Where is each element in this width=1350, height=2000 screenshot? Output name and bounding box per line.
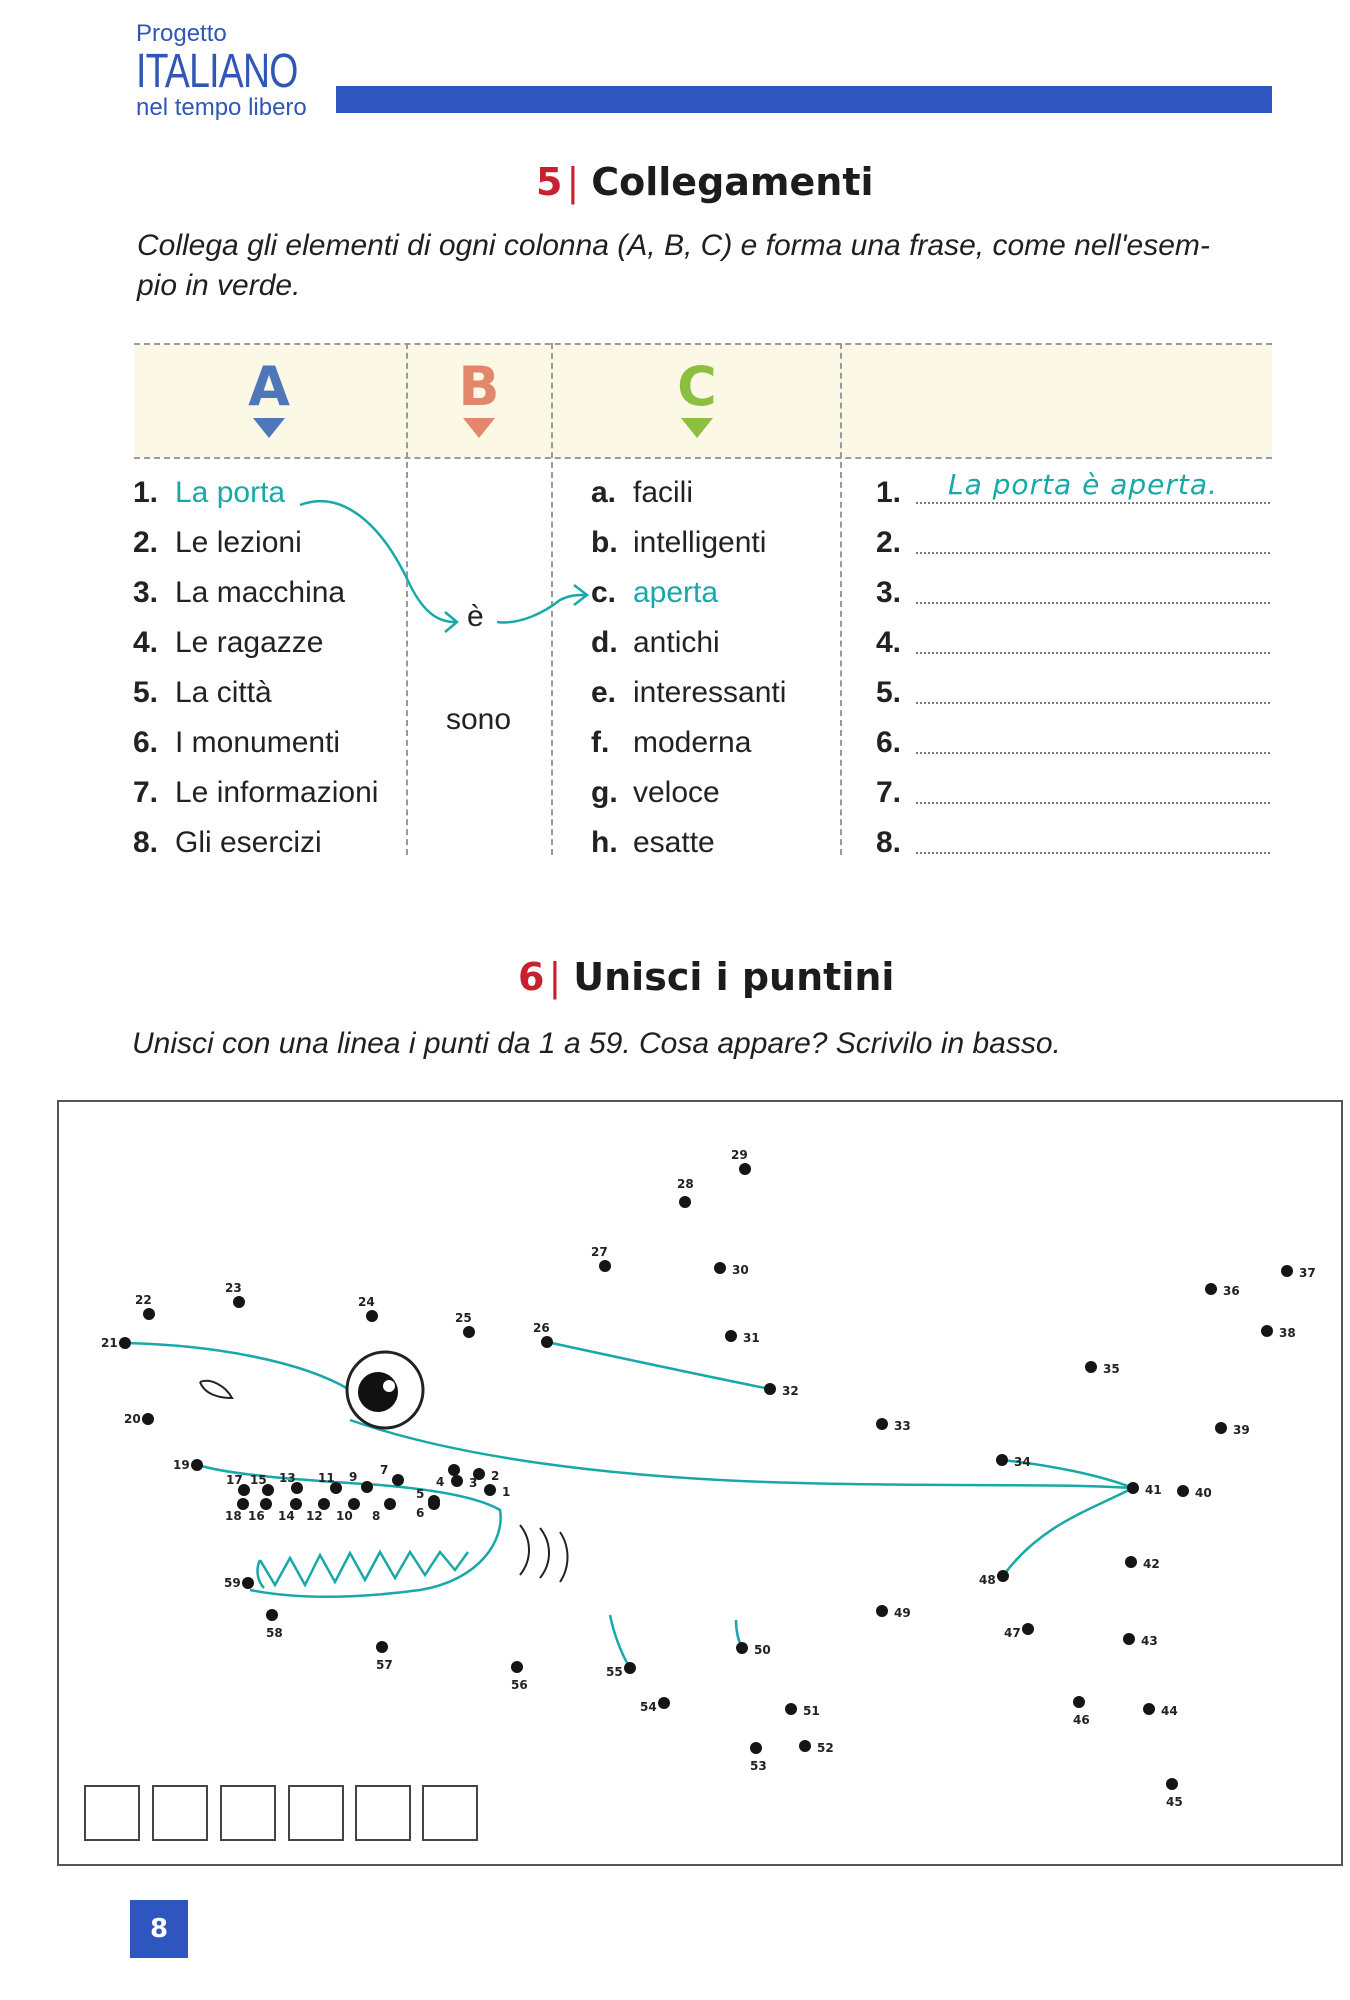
dot-label: 38 [1279, 1326, 1296, 1340]
column-letter-b: B [458, 355, 500, 418]
dot-label: 17 [226, 1473, 243, 1487]
item-number: 1. [133, 476, 159, 509]
dot-label: 5 [416, 1487, 425, 1501]
dot-25[interactable] [463, 1326, 475, 1338]
dot-42[interactable] [1125, 1556, 1137, 1568]
dot-56[interactable] [511, 1661, 523, 1673]
answer-number: 7. [876, 776, 902, 809]
dot-label: 45 [1166, 1795, 1183, 1809]
column-letter-a: A [248, 355, 290, 418]
dot-label: 58 [266, 1626, 283, 1640]
dot-label: 25 [455, 1311, 472, 1325]
item-number: 6. [133, 726, 159, 759]
dot-label: 35 [1103, 1362, 1120, 1376]
dot-label: 22 [135, 1293, 152, 1307]
dot-label: 56 [511, 1678, 528, 1692]
dot-24[interactable] [366, 1310, 378, 1322]
dot-label: 20 [124, 1412, 141, 1426]
dot-label: 16 [248, 1509, 265, 1523]
dot-48[interactable] [997, 1570, 1009, 1582]
dot-28[interactable] [679, 1196, 691, 1208]
item-number: 4. [133, 626, 159, 659]
dot-39[interactable] [1215, 1422, 1227, 1434]
dot-label: 48 [979, 1573, 996, 1587]
dot-55[interactable] [624, 1662, 636, 1674]
dot-43[interactable] [1123, 1633, 1135, 1645]
dot-9[interactable] [361, 1481, 373, 1493]
item-text: Gli esercizi [175, 826, 322, 859]
dot-label: 33 [894, 1419, 911, 1433]
brand-line-2: ITALIANO [136, 45, 298, 98]
dot-label: 4 [436, 1475, 445, 1489]
dot-label: 39 [1233, 1423, 1250, 1437]
dot-32[interactable] [764, 1383, 776, 1395]
dot-45[interactable] [1166, 1778, 1178, 1790]
dot-label: 21 [101, 1336, 118, 1350]
dot-label: 51 [803, 1704, 820, 1718]
item-letter: c. [591, 576, 617, 609]
dot-label: 29 [731, 1148, 748, 1162]
dot-19[interactable] [191, 1459, 203, 1471]
item-number: 2. [133, 526, 159, 559]
dot-label: 12 [306, 1509, 323, 1523]
dot-52[interactable] [799, 1740, 811, 1752]
dot-6[interactable] [428, 1495, 440, 1507]
dot-58[interactable] [266, 1609, 278, 1621]
item-text: I monumenti [175, 726, 341, 759]
item-number: 7. [133, 776, 159, 809]
dot-59[interactable] [242, 1577, 254, 1589]
answer-number: 6. [876, 726, 902, 759]
title-separator: | [548, 955, 562, 999]
item-text: moderna [633, 726, 752, 759]
dot-1[interactable] [484, 1484, 496, 1496]
dot-35[interactable] [1085, 1361, 1097, 1373]
dot-33[interactable] [876, 1418, 888, 1430]
dot-22[interactable] [143, 1308, 155, 1320]
dot-label: 24 [358, 1295, 375, 1309]
item-letter: f. [591, 726, 610, 759]
item-letter: e. [591, 676, 617, 709]
dot-21[interactable] [119, 1337, 131, 1349]
dot-40[interactable] [1177, 1485, 1189, 1497]
answer-number: 3. [876, 576, 902, 609]
dot-label: 46 [1073, 1713, 1090, 1727]
dot-label: 52 [817, 1741, 834, 1755]
dot-label: 26 [533, 1321, 550, 1335]
answer-number: 5. [876, 676, 902, 709]
column-b-verb: è [467, 600, 484, 633]
item-letter: a. [591, 476, 617, 509]
dot-label: 36 [1223, 1284, 1240, 1298]
dot-label: 1 [502, 1485, 511, 1499]
dot-23[interactable] [233, 1296, 245, 1308]
dot-label: 2 [491, 1469, 500, 1483]
dot-3[interactable] [451, 1475, 463, 1487]
dot-47[interactable] [1022, 1623, 1034, 1635]
dot-label: 15 [250, 1473, 267, 1487]
dot-41[interactable] [1127, 1482, 1139, 1494]
dot-label: 55 [606, 1665, 623, 1679]
brand-line-1: Progetto [136, 20, 227, 47]
item-text: intelligenti [633, 526, 767, 559]
dot-31[interactable] [725, 1330, 737, 1342]
dot-label: 3 [469, 1476, 478, 1490]
answer-number: 2. [876, 526, 902, 559]
dot-label: 30 [732, 1263, 749, 1277]
dot-label: 42 [1143, 1557, 1160, 1571]
dot-label: 14 [278, 1509, 295, 1523]
answer-number: 1. [876, 476, 902, 509]
section-6-number: 6 [518, 955, 545, 999]
dot-label: 44 [1161, 1704, 1178, 1718]
item-text: Le lezioni [175, 526, 302, 559]
dot-label: 23 [225, 1281, 242, 1295]
dot-20[interactable] [142, 1413, 154, 1425]
dot-label: 19 [173, 1458, 190, 1472]
column-letter-c: C [677, 355, 717, 418]
dot-label: 50 [754, 1643, 771, 1657]
item-text: antichi [633, 626, 720, 659]
dot-label: 31 [743, 1331, 760, 1345]
answer-letter-box[interactable] [220, 1785, 276, 1841]
dot-label: 28 [677, 1177, 694, 1191]
dot-label: 57 [376, 1658, 393, 1672]
item-number: 8. [133, 826, 159, 859]
item-text: veloce [633, 776, 720, 809]
dot-4[interactable] [448, 1464, 460, 1476]
item-text: interessanti [633, 676, 787, 709]
dot-8[interactable] [384, 1498, 396, 1510]
dot-36[interactable] [1205, 1283, 1217, 1295]
dot-57[interactable] [376, 1641, 388, 1653]
dot-46[interactable] [1073, 1696, 1085, 1708]
column-b-verb: sono [446, 703, 512, 736]
dot-49[interactable] [876, 1605, 888, 1617]
answer-letter-box[interactable] [288, 1785, 344, 1841]
dot-label: 47 [1004, 1626, 1021, 1640]
dot-34[interactable] [996, 1454, 1008, 1466]
item-text: Le ragazze [175, 626, 324, 659]
dot-label: 6 [416, 1506, 425, 1520]
item-text: facili [633, 476, 694, 509]
item-text: La città [175, 676, 272, 709]
dot-53[interactable] [750, 1742, 762, 1754]
item-text: Le informazioni [175, 776, 379, 809]
section-5-number: 5 [536, 160, 563, 204]
dot-label: 34 [1014, 1455, 1031, 1469]
dot-51[interactable] [785, 1703, 797, 1715]
item-number: 5. [133, 676, 159, 709]
item-letter: h. [591, 826, 618, 859]
answer-letter-box[interactable] [84, 1785, 140, 1841]
item-letter: b. [591, 526, 618, 559]
page-number: 8 [130, 1900, 188, 1958]
dot-label: 18 [225, 1509, 242, 1523]
dot-27[interactable] [599, 1260, 611, 1272]
dot-label: 9 [349, 1470, 358, 1484]
item-text: La macchina [175, 576, 346, 609]
dot-label: 53 [750, 1759, 767, 1773]
answer-letter-box[interactable] [355, 1785, 411, 1841]
dot-label: 11 [318, 1471, 335, 1485]
dot-44[interactable] [1143, 1703, 1155, 1715]
brand-line-3: nel tempo libero [136, 94, 307, 121]
instruction-line-2: pio in verde. [137, 269, 301, 302]
item-text: esatte [633, 826, 715, 859]
dot-label: 54 [640, 1700, 657, 1714]
dot-label: 13 [279, 1471, 296, 1485]
item-letter: g. [591, 776, 618, 809]
dot-label: 10 [336, 1509, 353, 1523]
dot-26[interactable] [541, 1336, 553, 1348]
section-6-instruction: Unisci con una linea i punti da 1 a 59. Cosa appare? Scrivilo in basso. [132, 1027, 1061, 1060]
answer-number: 4. [876, 626, 902, 659]
dot-7[interactable] [392, 1474, 404, 1486]
instruction-line-1: Collega gli elementi di ogni colonna (A, B, C) e forma una frase, come nell'esem- [137, 229, 1210, 262]
dot-label: 49 [894, 1606, 911, 1620]
dot-label: 41 [1145, 1483, 1162, 1497]
dot-label: 59 [224, 1576, 241, 1590]
example-answer: La porta è aperta. [948, 468, 1218, 501]
dot-label: 32 [782, 1384, 799, 1398]
dot-38[interactable] [1261, 1325, 1273, 1337]
dot-label: 27 [591, 1245, 608, 1259]
section-6-title-text: Unisci i puntini [573, 955, 895, 999]
dot-label: 40 [1195, 1486, 1212, 1500]
dot-50[interactable] [736, 1642, 748, 1654]
answer-letter-box[interactable] [422, 1785, 478, 1841]
answer-number: 8. [876, 826, 902, 859]
dot-29[interactable] [739, 1163, 751, 1175]
section-5-title-text: Collegamenti [591, 160, 874, 204]
title-separator: | [566, 160, 580, 204]
item-number: 3. [133, 576, 159, 609]
dot-label: 8 [372, 1509, 381, 1523]
dot-label: 37 [1299, 1266, 1316, 1280]
dot-label: 7 [380, 1463, 389, 1477]
dot-37[interactable] [1281, 1265, 1293, 1277]
item-text: aperta [633, 576, 719, 609]
item-letter: d. [591, 626, 618, 659]
dot-label: 43 [1141, 1634, 1158, 1648]
answer-letter-box[interactable] [152, 1785, 208, 1841]
item-text: La porta [175, 476, 286, 509]
dot-54[interactable] [658, 1697, 670, 1709]
dot-30[interactable] [714, 1262, 726, 1274]
